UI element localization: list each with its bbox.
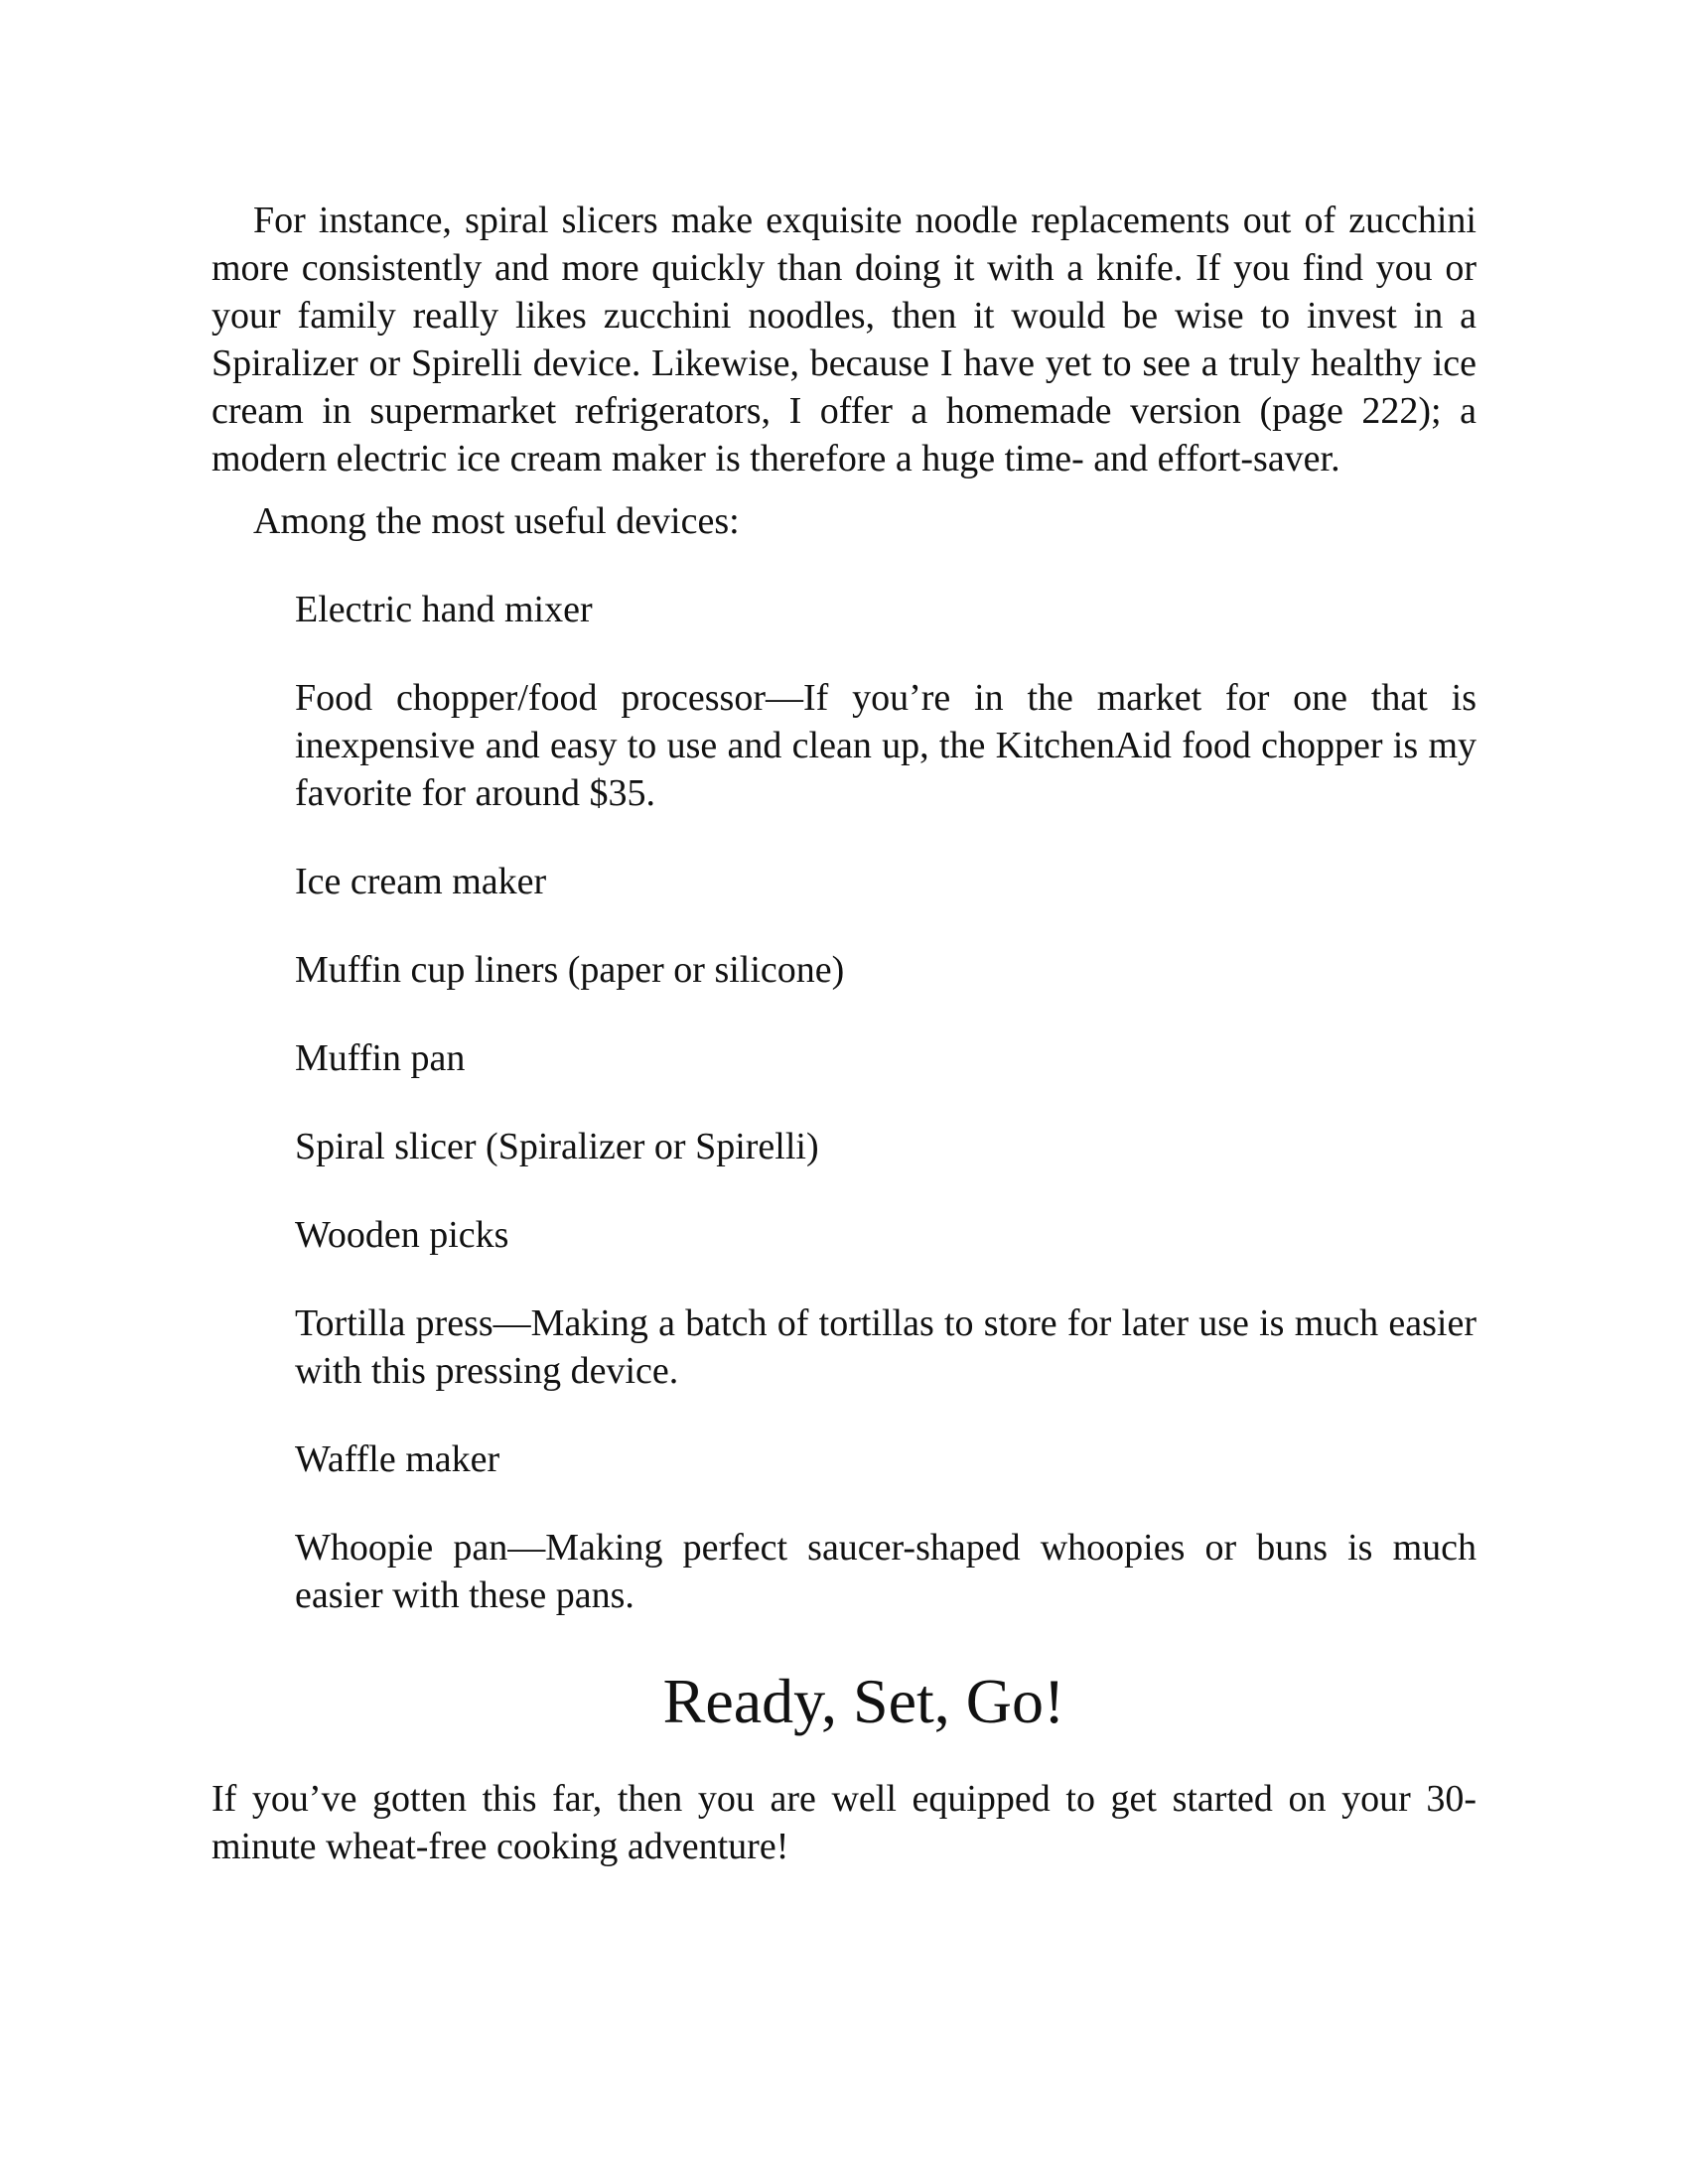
devices-intro: Among the most useful devices: [253, 500, 740, 542]
list-item: Ice cream maker [295, 861, 547, 902]
list-item: Tortilla press—Making a batch of tortillas to store for later use is much easier with this pressing device. [295, 1302, 1477, 1392]
list-item: Electric hand mixer [295, 589, 593, 630]
section-heading: Ready, Set, Go! [662, 1666, 1065, 1736]
intro-paragraph: For instance, spiral slicers make exquisite noodle replacements out of zucchini more consistently and more quickly than doing it with a knife. If you find you or your family really likes zucchini noodles, then it would be wise to invest in a Spiralizer or Spirelli device. Likewise, because I have yet to see a truly healthy ice cream in supermarket refrigerators, I offer a homemade version (page 222); a modern electric ice cream maker is therefore a huge time- and effort-saver. [211, 200, 1477, 479]
document-page [211, 197, 1477, 1870]
list-item: Muffin cup liners (paper or silicone) [295, 949, 845, 991]
devices-list [295, 586, 1477, 1619]
list-item: Wooden picks [295, 1214, 509, 1256]
list-item: Muffin pan [295, 1037, 466, 1079]
list-item: Spiral slicer (Spiralizer or Spirelli) [295, 1126, 819, 1167]
list-item: Food chopper/food processor—If you’re in the market for one that is inexpensive and easy to use and clean up, the KitchenAid food chopper is my favorite for around $35. [295, 677, 1477, 814]
list-item: Waffle maker [295, 1438, 500, 1480]
list-item: Whoopie pan—Making perfect saucer-shaped whoopies or buns is much easier with these pans. [295, 1527, 1477, 1616]
closing-paragraph: If you’ve gotten this far, then you are well equipped to get started on your 30-minute wheat-free cooking adventure! [211, 1778, 1477, 1867]
